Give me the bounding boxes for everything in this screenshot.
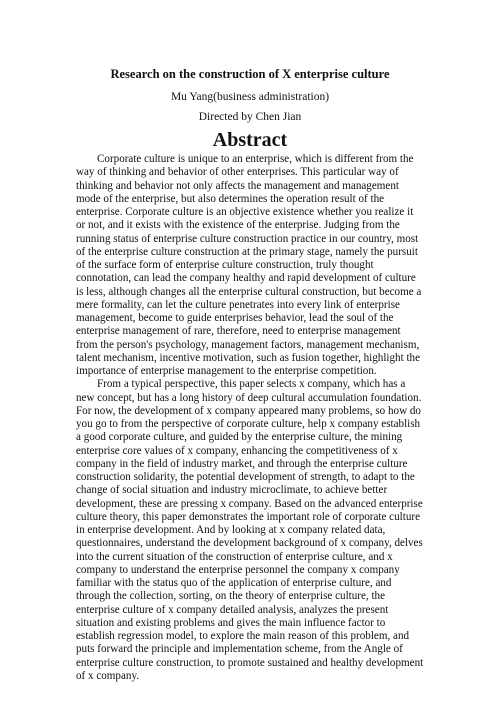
abstract-paragraph: Corporate culture is unique to an enterprise, which is different from the way of thinking and behavior of other enterprises. This particular way of thinking and behavior not only affects the management and management mode of the enterprise, but also determines the operation result of the enterprise. Corporate culture is an objective existence whether you realize it or not, and it exists with the existence of the enterprise. Judging from the running status of enterprise culture construction practice in our country, most of the enterprise culture construction at the primary stage, namely the pursuit of the surface form of enterprise culture construction, truly thought connotation, can lead the company healthy and rapid development of culture is less, although changes all the enterprise cultural construction, but become a mere formality, can let the culture penetrates into every link of enterprise management, become to guide enterprises behavior, lead the soul of the enterprise management of rare, therefore, need to enterprise management from the person's psychology, management factors, management mechanism, talent mechanism, incentive motivation, such as fusion together, highlight the importance of enterprise management to the enterprise competition. xyxy=(76,153,422,377)
abstract-body xyxy=(76,153,424,683)
author-line: Mu Yang(business administration) xyxy=(170,91,330,103)
abstract-paragraph: From a typical perspective, this paper selects x company, which has a new concept, but has a long history of deep cultural accumulation foundation. For now, the development of x company appeared many problems, so how do you go to from the perspective of corporate culture, help x company establish a good corporate culture, and guided by the enterprise culture, the mining enterprise core values of x company, enhancing the competitiveness of x company in the field of industry market, and through the enterprise culture construction solidarity, the potential development of strength, to adapt to the change of social situation and industry microclimate, to achieve better development, these are pressing x company. Based on the advanced enterprise culture theory, this paper demonstrates the important role of corporate culture in enterprise development. And by looking at x company related data, questionnaires, understand the development background of x company, delves into the current situation of the construction of enterprise culture, and x company to understand the enterprise personnel the company x company familiar with the status quo of the application of enterprise culture, and through the collection, sorting, on the theory of enterprise culture, the enterprise culture of x company detailed analysis, analyzes the present situation and existing problems and gives the main influence factor to establish regression model, to explore the main reason of this problem, and puts forward the principle and implementation scheme, from the Angle of enterprise culture construction, to promote sustained and healthy development of x company. xyxy=(76,378,424,682)
abstract-heading: Abstract xyxy=(212,129,288,151)
director-line: Directed by Chen Jian xyxy=(198,111,302,123)
paper-title: Research on the construction of X enterprise culture xyxy=(110,67,390,81)
